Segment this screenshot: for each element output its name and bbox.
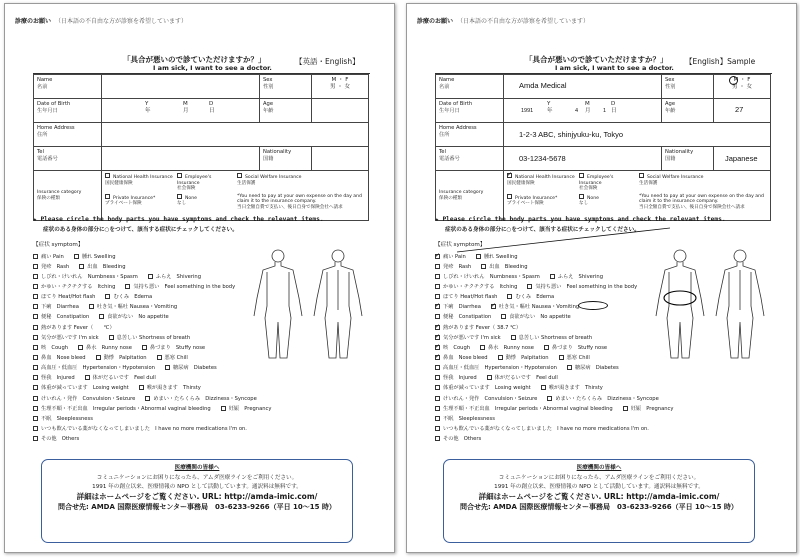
symptom-label: 痛い Pain [443,253,466,260]
symptom-label: 下痢 Diarrhea [41,304,79,311]
symptom-checkbox[interactable] [33,426,38,431]
symptom-label: 咳 Cough [41,344,69,351]
symptom-label: 糖尿病 Diabetes [574,365,619,372]
body-back-figure [314,250,362,358]
symptom-row [33,403,271,413]
symptom-checkbox[interactable] [89,304,94,309]
symptom-label: 息苦しい Shortness of breath [116,334,191,341]
symptom-row [435,281,673,291]
symptom-row [435,434,673,444]
symptom-row [435,292,673,302]
symptom-label: 鼻血 Nose bleed [41,354,86,361]
symptom-label: その他 Others [443,436,482,443]
symptom-row [435,332,673,342]
title-japanese: 「具合が悪いので診ていただけますか？」 [525,55,668,64]
symptom-checkbox[interactable] [435,284,440,289]
symptom-checkbox[interactable] [550,274,555,279]
symptom-row [33,352,271,362]
symptom-label: 体がだるいです Feel dull [92,375,156,382]
symptom-checkbox[interactable] [487,375,492,380]
symptom-checkbox[interactable] [527,284,532,289]
symptom-label: 痛い Pain [41,253,64,260]
symptom-checkbox[interactable] [544,345,549,350]
symptom-label: 悪寒 Chill [164,354,188,361]
symptom-row [435,271,673,281]
footer-notice: 医療機関の皆様へ コミュニケーションにお困りになったら、アムダ医療ラインをご利用ください。 1991 年の創立以来、医療情報の NPO として活動しています。通訳料は無料です。 詳細はホームページをご覧ください. URL: http://amda-imic.com/ 問合せ先: AMDA 国際医療情報センター事務局 03-6233-9266（平日 10～15 時） [41,459,353,543]
symptom-row [435,383,673,393]
symptom-checkbox[interactable] [435,355,440,360]
symptom-row [33,393,271,403]
symptom-checkbox[interactable] [541,385,546,390]
symptom-row [33,312,271,322]
symptom-checkbox[interactable] [105,294,110,299]
symptom-checkbox[interactable] [33,254,38,259]
symptom-label: 息苦しい Shortness of breath [518,334,593,341]
symptom-row [33,302,271,312]
instruction-english: ★ Please circle the body parts you have symptoms and check the relevant items. [435,216,726,223]
symptom-checkbox[interactable] [435,254,440,259]
symptom-checkbox[interactable] [435,396,440,401]
symptom-row [33,281,271,291]
symptom-checkbox[interactable] [435,375,440,380]
nationality-field[interactable]: Japanese [714,147,771,171]
symptom-checklist [33,251,271,444]
symptom-row [33,251,271,261]
sex-field[interactable]: M ・ F 男 ・ 女 [714,75,771,99]
symptom-checkbox[interactable] [481,264,486,269]
symptom-label: 高血圧・低血圧 Hypertension・Hypotension [443,365,557,372]
symptom-label: 気持ち悪い Feel something in the body [535,283,638,290]
symptom-label: 高血圧・低血圧 Hypertension・Hypotension [41,365,155,372]
symptom-label: 鼻血 Nose bleed [443,354,488,361]
symptom-label: 糖尿病 Diabetes [172,365,217,372]
name-field[interactable] [102,75,260,99]
symptom-checkbox[interactable] [435,314,440,319]
symptom-checkbox[interactable] [435,345,440,350]
symptom-label: 鼻づまり Stuffy nose [551,344,608,351]
symptom-checklist [435,251,673,444]
symptom-checkbox[interactable] [96,355,101,360]
symptom-label: ほてり Heat/Hot flash [443,294,498,301]
symptom-label: 鼻水 Runny nose [86,344,132,351]
symptom-row [435,312,673,322]
form-page-blank [4,3,395,553]
symptom-checkbox[interactable] [33,375,38,380]
symptom-row [435,413,673,423]
symptom-checkbox[interactable] [148,274,153,279]
symptom-label: 怪我 Injured [41,375,75,382]
insurance-field[interactable]: National Health Insurance 国民健康保険 Employee's Insurance 社会保険 Social Welfare Insurance 生活保護 Private Insurance* プライベート保険 None なし *You need to pay at your own expense on the day and claim it to the insurance company. 当日全額自費で支払い、後日自身で保険会社へ請求 [102,171,369,221]
footer-url[interactable]: 詳細はホームページをご覧ください. URL: http://amda-imic.com/ [478,492,720,502]
patient-info-table: Name 名前 Sex 性別 M ・ F 男 ・ 女 Date of Birth 生年月日 Y M D 年 月 日 Age 年齢 Home Address 住所 Tel 電話番号 Nationality 国籍 Insurance category 保険の種類 National Health Insurance 国民健康保険 Employee's Insurance 社会保険 Social Welfare Insurance 生活保護 Private Insurance* プライベート保険 None なし *You need to pay at your own expense on the day and claim it to the insurance company. 当日全額自費で支払い、後日自身で保険会社へ請求 [33,74,369,221]
address-field[interactable]: 1-2-3 ABC, shinjyuku-ku, Tokyo [504,123,771,147]
symptom-checkbox[interactable] [435,406,440,411]
symptom-checkbox[interactable] [435,264,440,269]
symptom-label: 体がだるいです Feel dull [494,375,558,382]
symptom-label: 下痢 Diarrhea [443,304,481,311]
title-japanese: 「具合が悪いので診ていただけますか？」 [123,55,266,64]
name-field[interactable]: Amda Medical [504,75,662,99]
symptom-checkbox[interactable] [435,385,440,390]
symptom-checkbox[interactable] [498,355,503,360]
symptom-row [435,403,673,413]
symptom-checkbox[interactable] [33,325,38,330]
symptom-label: けいれん・発作 Convulsion・Seizure [41,395,136,402]
footer-url[interactable]: 詳細はホームページをご覧ください. URL: http://amda-imic.com/ [76,492,318,502]
symptom-checkbox[interactable] [567,365,572,370]
symptom-checkbox[interactable] [435,436,440,441]
symptom-checkbox[interactable] [435,274,440,279]
symptom-row [435,352,673,362]
tel-field[interactable]: 03-1234-5678 [504,147,662,171]
symptom-label: 出血 Bleeding [489,263,528,270]
symptom-label: ほてり Heat/Hot flash [41,294,96,301]
symptom-label: かゆい・チクチクする Itching [443,283,518,290]
symptom-row [435,322,673,332]
symptom-checkbox[interactable] [33,396,38,401]
title-english: I am sick, I want to see a doctor. [555,64,674,72]
symptom-checkbox[interactable] [501,314,506,319]
symptom-checkbox[interactable] [33,335,38,340]
symptom-label: 体重が減っています Losing weight [41,385,129,392]
body-diagram[interactable] [243,246,373,364]
symptom-checkbox[interactable] [33,355,38,360]
symptom-label: 発疹 Rash [443,263,472,270]
symptom-row [33,332,271,342]
symptom-label: しびれ・けいれん Numbness・Spasm [41,273,138,280]
form-page-sample [406,3,797,553]
symptom-row [435,423,673,433]
symptom-row [33,373,271,383]
body-back-figure [716,250,764,358]
symptom-checkbox[interactable] [476,254,481,259]
symptom-checkbox[interactable] [33,345,38,350]
symptom-checkbox[interactable] [125,284,130,289]
title-english: I am sick, I want to see a doctor. [153,64,272,72]
symptom-label: 便秘 Constipation [41,314,90,321]
symptom-label: 悪寒 Chill [566,354,590,361]
symptom-checkbox[interactable] [139,385,144,390]
instruction-japanese: 症状のある身体の部分に○をつけて、該当する症状にチェックしてください。 [43,227,238,233]
insurance-field[interactable]: ✓National Health Insurance 国民健康保険 Employee's Insurance 社会保険 Social Welfare Insurance 生活保護 Private Insurance* プライベート保険 None なし *You need to pay at your own expense on the day and claim it to the insurance company. 当日全額自費で支払い、後日自身で保険会社へ請求 [504,171,771,221]
symptom-row [33,383,271,393]
patient-info-table: Name 名前 Amda Medical Sex 性別 M ・ F 男 ・ 女 Date of Birth 生年月日 Y M D 1991 年 4 月 1 日 Age 年齢 27 Home Address 住所 1-2-3 ABC, shinjyuku-ku, Tokyo Tel 電話番号 03-1234-5678 Nationality 国籍 Japanese Insurance category 保険の種類 ✓National Health Insurance 国民健康保険 Employee's Insurance 社会保険 Social Welfare Insurance 生活保護 Private Insurance* プライベート保険 None なし *You need to pay at your own expense on the day and claim it to the insurance company. 当日全額自費で支払い、後日自身で保険会社へ請求 [435,74,771,221]
symptom-row [33,271,271,281]
symptom-label: 動悸 Palpitation [505,354,549,361]
symptom-row [435,261,673,271]
symptom-checkbox[interactable] [33,294,38,299]
symptom-label: 動悸 Palpitation [103,354,147,361]
symptom-label: その他 Others [41,436,80,443]
symptom-label: 不眠 Sleeplessness [41,415,93,422]
symptom-checkbox[interactable] [33,385,38,390]
symptom-row [33,363,271,373]
symptom-checkbox[interactable] [435,365,440,370]
symptom-row [435,302,673,312]
body-diagram[interactable] [645,246,775,364]
symptom-checkbox[interactable] [78,345,83,350]
instruction-japanese: 症状のある身体の部分に○をつけて、該当する症状にチェックしてください。 [445,227,640,233]
circle-mark [729,76,738,85]
symptom-row [435,342,673,352]
symptom-label: 鼻水 Runny nose [488,344,534,351]
symptom-row [33,413,271,423]
symptom-checkbox[interactable] [142,345,147,350]
symptom-checkbox[interactable] [623,406,628,411]
symptom-checkbox[interactable] [491,304,496,309]
body-front-figure [656,250,704,358]
symptom-label: 体重が減っています Losing weight [443,385,531,392]
symptom-title: 【症状 symptom】 [435,242,486,248]
symptom-checkbox[interactable] [74,254,79,259]
nationality-field[interactable] [312,147,369,171]
symptom-label: 生理不順・不正出血 Irregular periods・Abnormal vaginal bleeding [443,405,613,412]
symptom-label: 気分が悪いです I'm sick [41,334,99,341]
tel-field[interactable] [102,147,260,171]
symptom-label: ふらえ Shivering [155,273,201,280]
symptom-row [33,292,271,302]
symptom-row [435,373,673,383]
symptom-label: 熱があります Fever（ 38.7 ℃） [443,324,522,331]
symptom-row [33,423,271,433]
symptom-label: 妊娠 Pregnancy [228,405,272,412]
symptom-label: 熱があります Fever（ ℃） [41,324,115,331]
symptom-label: ふらえ Shivering [557,273,603,280]
symptom-checkbox[interactable] [435,426,440,431]
symptom-checkbox[interactable] [511,335,516,340]
symptom-checkbox[interactable] [435,416,440,421]
symptom-label: 腫れ Swelling [81,253,116,260]
symptom-label: 腫れ Swelling [483,253,518,260]
circle-mark [578,301,608,310]
symptom-label: 吐き気・嘔吐 Nausea・Vomiting [96,304,178,311]
symptom-row [435,393,673,403]
symptom-label: 食欲がない No appetite [509,314,571,321]
symptom-label: 喉が渇きます Thirsty [146,385,201,392]
symptom-label: 吐き気・嘔吐 Nausea・Vomiting [499,303,579,310]
symptom-label: 発疹 Rash [41,263,70,270]
body-front-figure [254,250,302,358]
symptom-label: 生理不順・不正出血 Irregular periods・Abnormal vaginal bleeding [41,405,211,412]
symptom-label: 妊娠 Pregnancy [630,405,674,412]
symptom-checkbox[interactable] [99,314,104,319]
dob-field[interactable]: Y M D 年 月 日 [102,99,260,123]
symptom-label: 出血 Bleeding [87,263,126,270]
symptom-checkbox[interactable] [559,355,564,360]
language-label: 【English】Sample [685,57,756,66]
symptom-checkbox[interactable] [33,436,38,441]
symptom-checkbox[interactable] [221,406,226,411]
symptom-label: いつも飲んでいる薬がなくなってしまいました I have no more medications I'm on. [443,425,649,432]
symptom-row [435,363,673,373]
symptom-checkbox[interactable] [79,264,84,269]
symptom-label: 便秘 Constipation [443,314,492,321]
symptom-row [33,261,271,271]
symptom-checkbox[interactable] [547,396,552,401]
symptom-label: しびれ・けいれん Numbness・Spasm [443,273,540,280]
symptom-checkbox[interactable] [33,284,38,289]
symptom-label: 不眠 Sleeplessness [443,415,495,422]
dob-field[interactable]: Y M D 1991 年 4 月 1 日 [504,99,662,123]
symptom-label: けいれん・発作 Convulsion・Seizure [443,395,538,402]
symptom-label: 気持ち悪い Feel something in the body [133,283,236,290]
symptom-checkbox[interactable] [145,396,150,401]
symptom-checkbox[interactable] [33,416,38,421]
symptom-checkbox[interactable] [33,264,38,269]
footer-notice: 医療機関の皆様へ コミュニケーションにお困りになったら、アムダ医療ラインをご利用ください。 1991 年の創立以来、医療情報の NPO として活動しています。通訳料は無料です。 詳細はホームページをご覧ください. URL: http://amda-imic.com/ 問合せ先: AMDA 国際医療情報センター事務局 03-6233-9266（平日 10～15 時） [443,459,755,543]
symptom-label: 咳 Cough [443,344,471,351]
symptom-checkbox[interactable] [157,355,162,360]
symptom-row [435,251,673,261]
symptom-label: めまい・たちくらみ Dizziness・Syncope [555,395,659,402]
symptom-label: 喉が渇きます Thirsty [548,385,603,392]
symptom-label: めまい・たちくらみ Dizziness・Syncope [153,395,257,402]
request-header: 診療のお願い （日本語の不自由な方が診察を希望しています） [417,18,590,25]
symptom-checkbox[interactable] [480,345,485,350]
symptom-checkbox[interactable] [33,406,38,411]
symptom-row [33,342,271,352]
symptom-label: いつも飲んでいる薬がなくなってしまいました I have no more medications I'm on. [41,425,247,432]
symptom-title: 【症状 symptom】 [33,242,84,248]
sex-field[interactable]: M ・ F 男 ・ 女 [312,75,369,99]
symptom-label: 怪我 Injured [443,375,477,382]
instruction-english: ★ Please circle the body parts you have symptoms and check the relevant items. [33,216,324,223]
symptom-row [33,434,271,444]
symptom-label: 鼻づまり Stuffy nose [149,344,206,351]
symptom-checkbox[interactable] [435,335,440,340]
symptom-checkbox[interactable] [33,314,38,319]
symptom-checkbox[interactable] [435,294,440,299]
address-field[interactable] [102,123,369,147]
symptom-label: むくみ Edema [113,294,153,301]
symptom-checkbox[interactable] [507,294,512,299]
symptom-row [33,322,271,332]
symptom-label: 食欲がない No appetite [107,314,169,321]
symptom-label: むくみ Edema [515,294,555,301]
symptom-checkbox[interactable] [109,335,114,340]
language-label: 【英語・English】 [295,57,360,66]
symptom-checkbox[interactable] [435,325,440,330]
symptom-checkbox[interactable] [435,304,440,309]
symptom-checkbox[interactable] [85,375,90,380]
age-field[interactable] [312,99,369,123]
symptom-checkbox[interactable] [33,304,38,309]
age-field[interactable]: 27 [714,99,771,123]
symptom-checkbox[interactable] [33,365,38,370]
symptom-label: かゆい・チクチクする Itching [41,283,116,290]
symptom-label: 気分が悪いです I'm sick [443,334,501,341]
request-header: 診療のお願い （日本語の不自由な方が診察を希望しています） [15,18,188,25]
symptom-checkbox[interactable] [33,274,38,279]
symptom-checkbox[interactable] [165,365,170,370]
